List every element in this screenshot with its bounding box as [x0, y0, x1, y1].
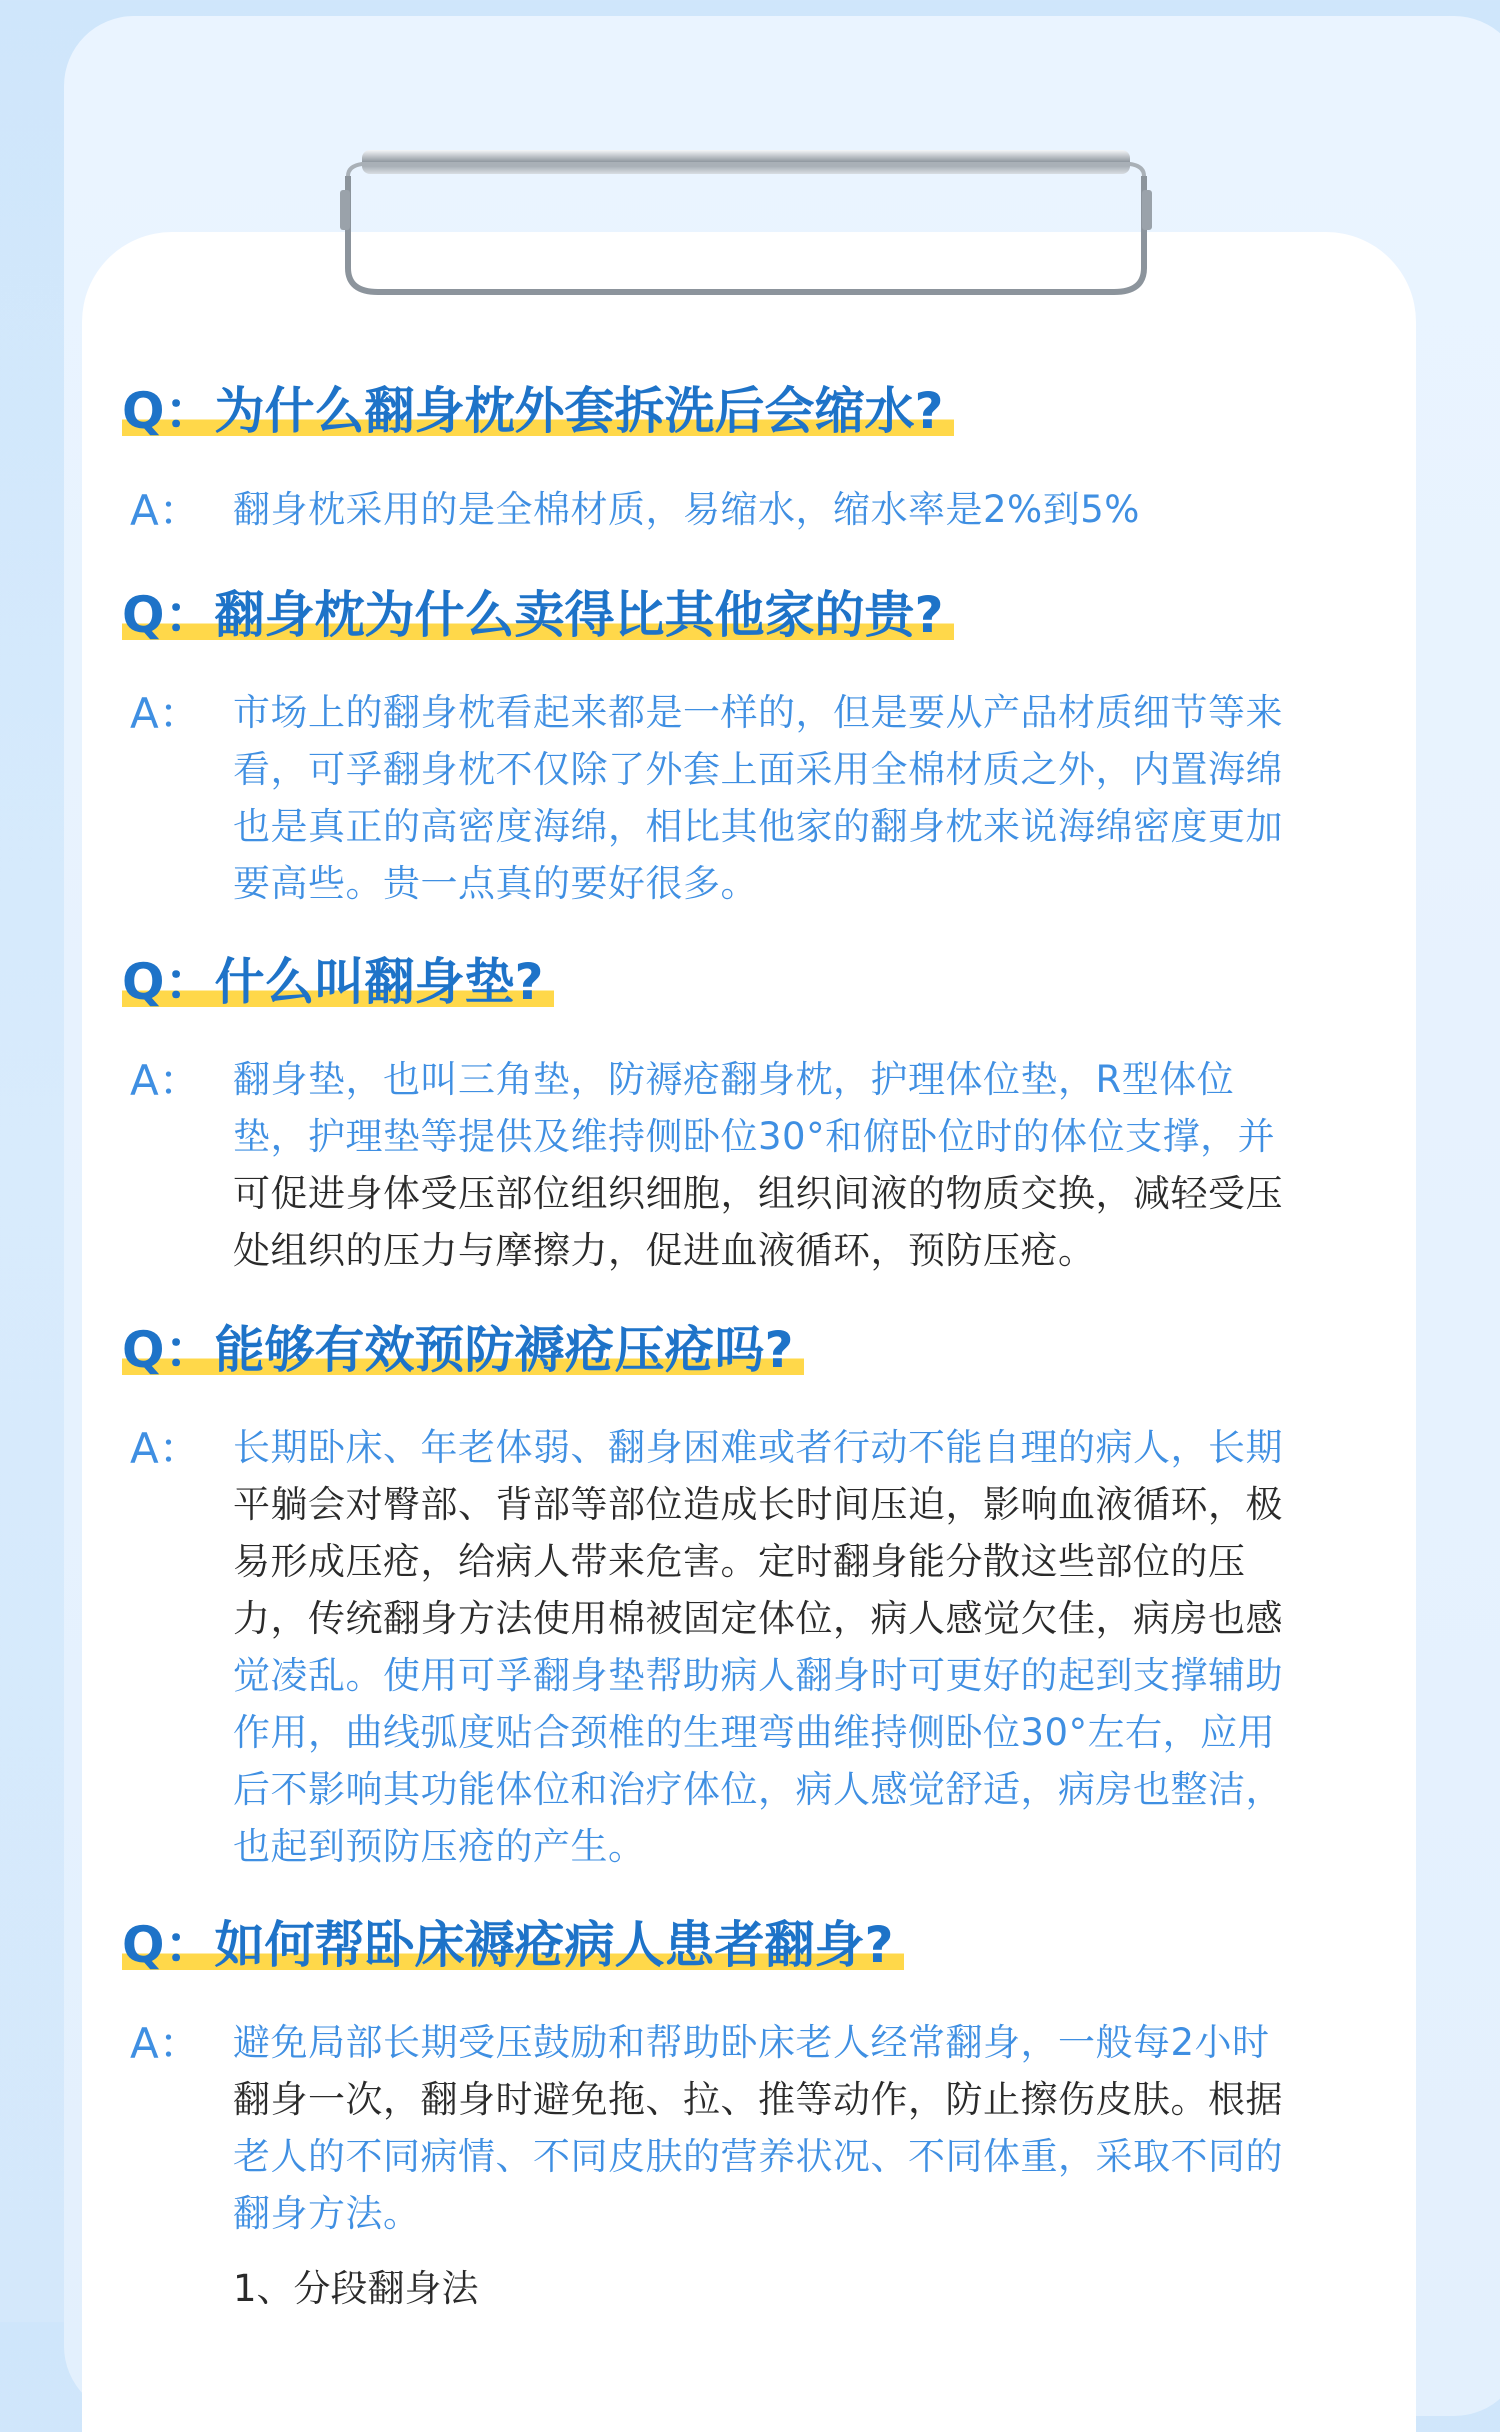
question-5: Q：如何帮卧床褥疮病人患者翻身?	[122, 1910, 904, 1980]
answer-5-line-2: 翻身一次，翻身时避免拖、拉、推等动作，防止擦伤皮肤。根据	[233, 2078, 1283, 2121]
answer-1-line-1: 翻身枕采用的是全棉材质，易缩水，缩水率是2%到5%	[233, 488, 1140, 531]
answer-3-line-4: 处组织的压力与摩擦力，促进血液循环，预防压疮。	[233, 1229, 1096, 1272]
answer-2-line-2: 看，可孚翻身枕不仅除了外套上面采用全棉材质之外，内置海绵	[233, 748, 1283, 791]
clip-icon	[338, 146, 1154, 306]
answer-2	[233, 684, 1449, 912]
question-4: Q：能够有效预防褥疮压疮吗?	[122, 1315, 804, 1385]
subheading-segment-method: 1、分段翻身法	[233, 2267, 479, 2310]
answer-2-line-1: 市场上的翻身枕看起来都是一样的，但是要从产品材质细节等来	[233, 691, 1283, 734]
answer-4	[233, 1419, 1449, 1875]
answer-label-4: A：	[130, 1424, 201, 1473]
answer-5-line-3: 老人的不同病情、不同皮肤的营养状况、不同体重，采取不同的	[233, 2135, 1283, 2178]
answer-4-line-4: 力，传统翻身方法使用棉被固定体位，病人感觉欠佳，病房也感	[233, 1597, 1283, 1640]
answer-4-line-1: 长期卧床、年老体弱、翻身困难或者行动不能自理的病人，长期	[233, 1426, 1283, 1469]
answer-3-line-2: 垫，护理垫等提供及维持侧卧位30°和俯卧位时的体位支撑，并	[233, 1115, 1276, 1158]
answer-2-line-4: 要高些。贵一点真的要好很多。	[233, 862, 758, 905]
question-1: Q：为什么翻身枕外套拆洗后会缩水?	[122, 376, 954, 446]
answer-5	[233, 2014, 1449, 2242]
answer-4-line-8: 也起到预防压疮的产生。	[233, 1825, 646, 1868]
answer-5-line-1: 避免局部长期受压鼓励和帮助卧床老人经常翻身，一般每2小时	[233, 2021, 1270, 2064]
answer-4-line-7: 后不影响其功能体位和治疗体位，病人感觉舒适，病房也整洁，	[233, 1768, 1283, 1811]
question-3: Q：什么叫翻身垫?	[122, 947, 554, 1017]
answer-4-line-2: 平躺会对臀部、背部等部位造成长时间压迫，影响血液循环，极	[233, 1483, 1283, 1526]
answer-label-1: A：	[130, 486, 201, 535]
answer-label-5: A：	[130, 2019, 201, 2068]
answer-3-line-1: 翻身垫，也叫三角垫，防褥疮翻身枕，护理体位垫，R型体位	[233, 1058, 1235, 1101]
question-2: Q：翻身枕为什么卖得比其他家的贵?	[122, 580, 954, 650]
answer-2-line-3: 也是真正的高密度海绵，相比其他家的翻身枕来说海绵密度更加	[233, 805, 1283, 848]
answer-5-line-4: 翻身方法。	[233, 2192, 421, 2235]
answer-4-line-6: 作用，曲线弧度贴合颈椎的生理弯曲维持侧卧位30°左右，应用	[233, 1711, 1276, 1754]
answer-3-line-3: 可促进身体受压部位组织细胞，组织间液的物质交换，减轻受压	[233, 1172, 1283, 1215]
answer-4-line-3: 易形成压疮，给病人带来危害。定时翻身能分散这些部位的压	[233, 1540, 1246, 1583]
answer-3	[233, 1051, 1449, 1279]
answer-label-3: A：	[130, 1056, 201, 1105]
answer-label-2: A：	[130, 689, 201, 738]
answer-4-line-5: 觉凌乱。使用可孚翻身垫帮助病人翻身时可更好的起到支撑辅助	[233, 1654, 1283, 1697]
